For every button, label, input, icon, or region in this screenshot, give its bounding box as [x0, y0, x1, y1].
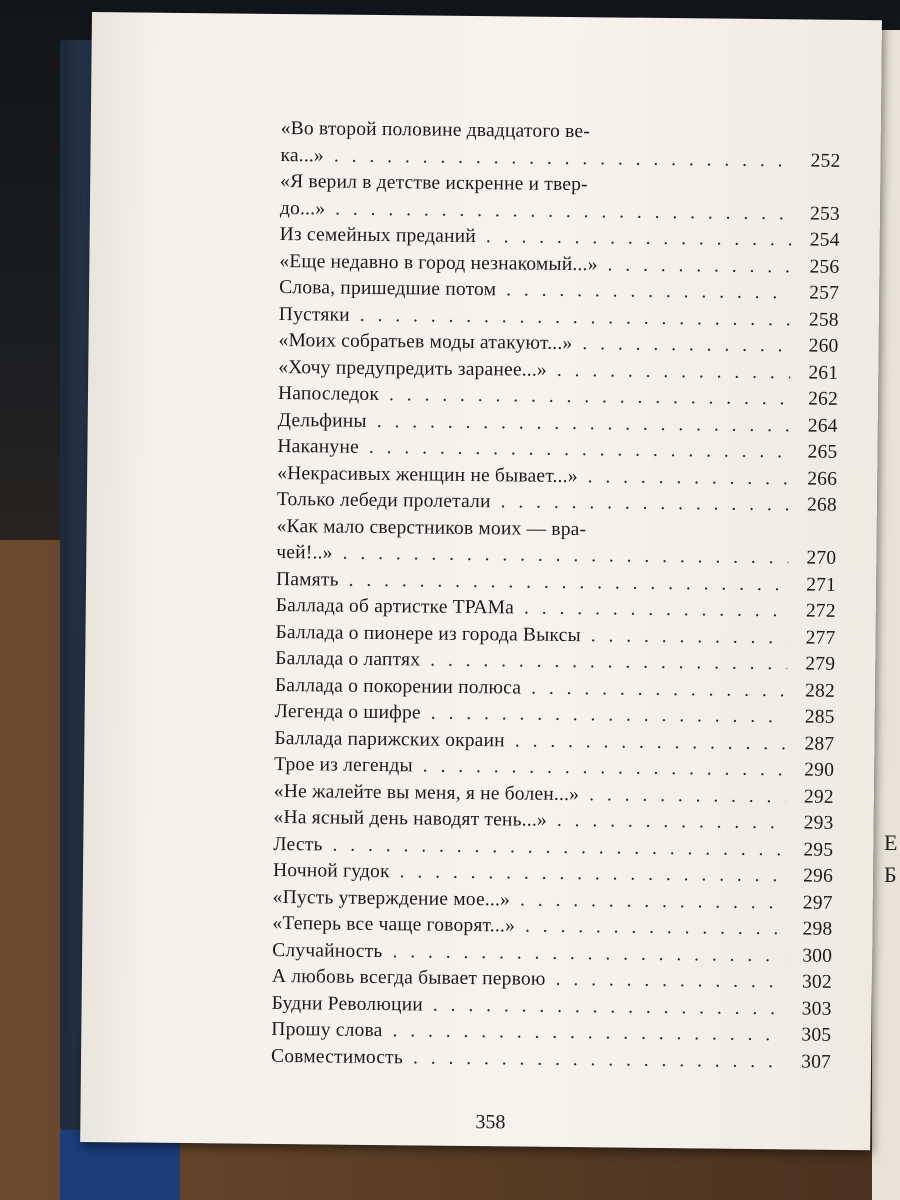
toc-entry-title: «Хочу предупредить заранее...»	[278, 356, 548, 381]
toc-page-number: 266	[807, 468, 838, 490]
toc-leader-dots	[524, 596, 788, 625]
toc-page-number: 252	[810, 150, 841, 172]
toc-leader-dots	[591, 623, 788, 652]
toc-leader-dots	[389, 382, 790, 413]
toc-page-number: 260	[808, 335, 839, 357]
toc-entry-title: Баллада о покорении полюса	[274, 674, 522, 699]
toc-leader-dots	[589, 782, 786, 811]
toc-page-number: 293	[803, 812, 834, 834]
toc-page-number: 265	[807, 441, 838, 463]
toc-leader-dots	[433, 992, 784, 1022]
toc-entry-title: Память	[275, 568, 339, 591]
toc-page-number: 272	[805, 600, 836, 622]
toc-page-number: 292	[803, 785, 834, 808]
toc-page-number: 257	[809, 282, 840, 304]
toc-entry-title: Баллада об артистке ТРАМа	[275, 594, 515, 619]
toc-page-number: 290	[804, 759, 835, 781]
toc-entry-title: Совместимость	[270, 1045, 404, 1068]
toc-leader-dots	[555, 967, 784, 996]
toc-leader-dots	[588, 464, 790, 493]
toc-page-number: 262	[808, 388, 839, 410]
toc-leader-dots	[392, 1018, 783, 1049]
toc-leader-dots	[431, 701, 787, 731]
toc-entry-title-line: «Я верил в детстве искренне и твер-	[280, 170, 588, 196]
toc-entry-title: Только лебеди пролетали	[276, 488, 491, 513]
toc-entry-title: Слова, пришедшие потом	[279, 276, 497, 301]
toc-entry-title: Пустяки	[278, 303, 350, 326]
toc-entry	[271, 1043, 831, 1075]
toc-entry-title: Прошу слова	[271, 1018, 383, 1042]
toc-entry-title: Напоследок	[277, 382, 380, 406]
toc-entry-title: Баллада парижских окраин	[274, 727, 505, 751]
toc-page-number: 258	[808, 309, 839, 331]
toc-leader-dots	[486, 224, 792, 254]
toc-page-number: 268	[806, 494, 837, 516]
adjacent-page-glyph: Е	[884, 830, 898, 855]
toc-page-number: 277	[805, 627, 836, 649]
toc-page-number: 305	[801, 1024, 832, 1046]
toc-entry-title: Лесть	[273, 833, 323, 855]
toc-page-number: 254	[809, 229, 840, 251]
toc-leader-dots	[413, 1045, 783, 1075]
toc-page-number: 261	[808, 362, 839, 384]
toc-entry-title: Накануне	[277, 435, 360, 458]
toc-entry-title: Трое из легенды	[274, 753, 413, 777]
toc-page-number: 282	[804, 680, 836, 702]
toc-leader-dots	[520, 887, 785, 916]
toc-leader-dots	[392, 939, 784, 970]
toc-page-number: 264	[807, 415, 838, 437]
toc-entry-title: Ночной гудок	[272, 859, 390, 883]
toc-leader-dots	[607, 252, 791, 280]
toc-page-number: 297	[802, 891, 833, 914]
toc-leader-dots	[515, 728, 787, 757]
toc-leader-dots	[525, 914, 785, 943]
toc-entry-title: Будни Революции	[271, 992, 424, 1016]
toc-entry-title: «Еще недавно в город незнакомый...»	[279, 250, 598, 275]
toc-entry-title: «Моих собратьев моды атакуют...»	[278, 329, 573, 355]
toc-leader-dots	[400, 859, 786, 890]
toc-page-number: 302	[801, 971, 832, 993]
toc-page-number: 285	[804, 706, 835, 728]
toc-entry-title-line: «Во второй половине двадцатого ве-	[280, 117, 591, 143]
toc-entry-title-line: «Как мало сверстников моих — вра-	[276, 515, 587, 540]
toc-page-number: 287	[804, 733, 835, 755]
toc-entry-title: Из семейных преданий	[279, 223, 477, 248]
toc-page-number: 300	[802, 944, 833, 967]
toc-leader-dots	[501, 489, 789, 519]
toc-entry-title: Баллада о лаптях	[275, 647, 421, 671]
toc-page-number: 253	[809, 203, 841, 225]
toc-entry-title: ка...»	[280, 144, 325, 166]
page-number: 358	[475, 1111, 506, 1134]
toc-leader-dots	[506, 277, 791, 306]
toc-page-number: 307	[801, 1050, 832, 1073]
toc-entry-title: А любовь всегда бывает первою	[271, 965, 546, 990]
toc-entry-title: чей!..»	[276, 541, 333, 564]
adjacent-page-glyph: Б	[884, 862, 897, 887]
toc-entry-title: «Не жалейте вы меня, я не болен...»	[273, 780, 580, 805]
toc-leader-dots	[557, 808, 786, 837]
toc-entry-title: до...»	[279, 197, 326, 219]
toc-page-number: 256	[809, 256, 840, 278]
toc-entry-title: «Некрасивых женщин не бывает...»	[277, 462, 578, 487]
book-page	[80, 12, 882, 1150]
toc-leader-dots	[582, 331, 790, 360]
toc-leader-dots	[531, 675, 787, 704]
toc-entry-title: Баллада о пионере из города Выксы	[275, 621, 581, 646]
toc-page-number: 298	[802, 918, 833, 940]
toc-entry-title: «Теперь все чаще говорят...»	[272, 912, 516, 937]
toc-leader-dots	[423, 754, 787, 784]
toc-page-number: 296	[803, 865, 834, 887]
toc-leader-dots	[557, 357, 791, 386]
toc-page-number: 270	[806, 547, 837, 569]
toc-leader-dots	[430, 648, 787, 678]
toc-page-number: 303	[801, 997, 832, 1020]
toc-entry-title: Легенда о шифре	[274, 700, 421, 724]
toc-entry-title: Дельфины	[277, 409, 367, 432]
toc-page-number: 279	[805, 653, 836, 675]
toc-entry-title: Случайность	[272, 939, 383, 962]
toc-entry-title: «Пусть утверждение мое...»	[272, 886, 511, 910]
toc-entry-title: «На ясный день наводят тень...»	[273, 806, 548, 831]
toc-page-number: 271	[806, 574, 837, 596]
table-of-contents	[271, 116, 841, 1076]
toc-page-number: 295	[803, 838, 834, 861]
